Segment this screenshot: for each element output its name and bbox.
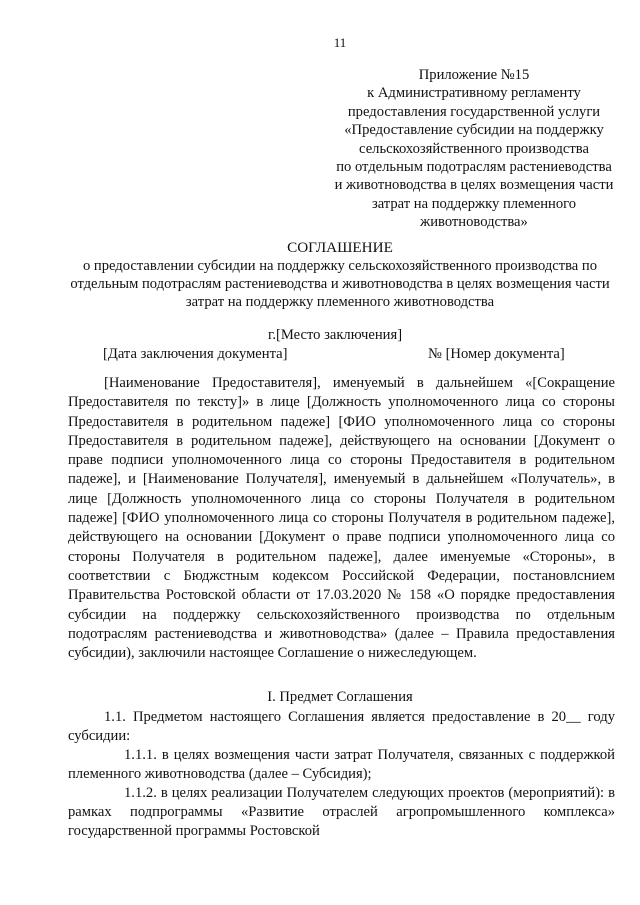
page-number: 11 xyxy=(333,35,347,50)
appendix-line: затрат на поддержку племенного xyxy=(371,195,577,212)
document-title: СОГЛАШЕНИЕ xyxy=(287,239,393,256)
appendix-line: Приложение №15 xyxy=(418,67,530,83)
appendix-line: к Административному регламенту xyxy=(367,85,581,102)
appendix-line: и животноводства в целях возмещения части xyxy=(334,177,614,194)
appendix-line: предоставления государственной услуги xyxy=(347,103,601,120)
appendix-line: «Предоставление субсидии на поддержку xyxy=(344,122,604,139)
appendix-line: животноводства» xyxy=(420,214,528,231)
document-number: № [Номер документа] xyxy=(428,346,565,362)
clause-1-1: 1.1. Предметом настоящего Соглашения является предоставление в 20__ году субсидии: xyxy=(68,709,615,744)
appendix-line: сельскохозяйственного производства xyxy=(359,140,589,157)
clause-1-1-2: 1.1.2. в целях реализации Получателем следующих проектов (мероприятий): в рамках подпрограммы «Развитие отраслей агропромышленного комплекса» государственной программы Ростовской xyxy=(68,785,615,839)
document-date: [Дата заключения документа] xyxy=(103,346,288,362)
clause-1-1-1: 1.1.1. в целях возмещения части затрат Получателя, связанных с поддержкой племенного животноводства (далее – Субсидия); xyxy=(68,747,615,782)
document-subtitle: о предоставлении субсидии на поддержку сельскохозяйственного производства по отдельным подотраслям растениеводства и животноводства в целях возмещения части затрат на поддержку племенного животноводства xyxy=(70,258,610,311)
appendix-header xyxy=(286,66,640,232)
preamble-paragraph: [Наименование Предоставителя], именуемый в дальнейшем «[Сокращение Предоставителя по тексту]» в лице [Должность уполномоченного лица со стороны Предоставителя в родительном падеже] [ФИО уполномоченного лица со стороны Предоставителя в родительном падеже], действующего на основании [Документ о праве подписи уполномоченного лица со стороны Предоставителя в родительном падеже], и [Наименование Получателя], именуемый в дальнейшем «Получатель», в лице [Должность уполномоченного лица со стороны Получателя в родительном падеже] [ФИО уполномоченного лица со стороны Получателя в родительном падеже], действующего на основании [Документ о праве подписи уполномоченного лица со стороны Получателя в родительном падеже], далее именуемые «Стороны», в соответствии с Бюджстным кодексом Российской Федерации, постановлснием Правительства Ростовской области от 17.03.2020 № 158 «О порядке предоставления субсидии на поддержку сельскохозяйственного производства по отдельным подотраслям растениеводства и животноводства» (далее – Правила предоставления субсидии), заключили настоящее Соглашение о нижеследующем. xyxy=(68,375,615,662)
section-clauses xyxy=(68,708,615,841)
place-of-conclusion: г.[Место заключения] xyxy=(268,327,403,343)
section-heading: I. Предмет Соглашения xyxy=(267,689,413,705)
appendix-line: по отдельным подотраслям растениеводства xyxy=(336,159,612,176)
